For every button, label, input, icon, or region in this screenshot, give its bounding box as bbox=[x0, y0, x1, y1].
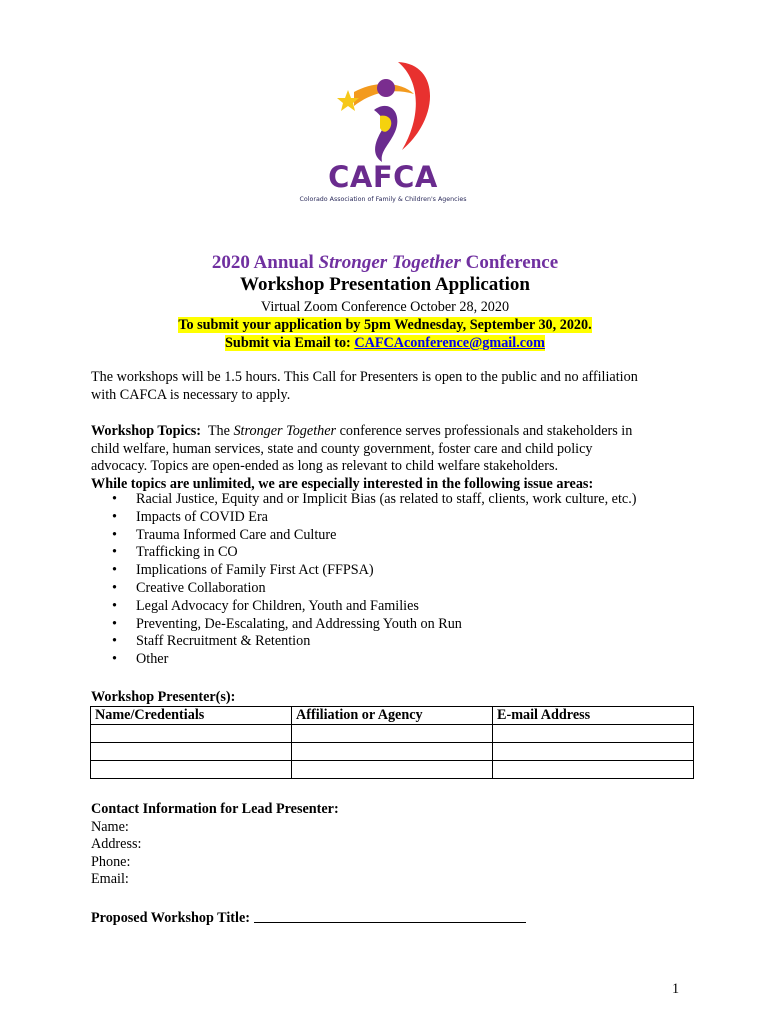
name-cell[interactable] bbox=[91, 725, 292, 743]
topics-line1-rest: conference serves professionals and stakeholders in bbox=[336, 423, 633, 439]
contact-address-field: Address: bbox=[91, 836, 142, 853]
topics-emphasis: While topics are unlimited, we are especially interested in the following issue areas: bbox=[91, 475, 594, 492]
topics-theme: Stronger Together bbox=[233, 423, 337, 439]
list-item bbox=[91, 598, 636, 616]
conference-subtitle: Virtual Zoom Conference October 28, 2020 bbox=[260, 299, 510, 315]
bullet-icon: • bbox=[112, 508, 117, 525]
topics-label: Workshop Topics: bbox=[91, 423, 201, 439]
bullet-icon: • bbox=[112, 579, 117, 596]
logo-wordmark: CAFCA bbox=[328, 160, 438, 194]
topics-paragraph bbox=[91, 423, 711, 493]
contact-email-field: Email: bbox=[91, 871, 129, 888]
contact-name-field: Name: bbox=[91, 818, 129, 835]
bullet-icon: • bbox=[112, 491, 117, 507]
intro-line-2: with CAFCA is necessary to apply. bbox=[91, 386, 291, 403]
deadline-text: To submit your application by 5pm Wednesday, September 30, 2020. bbox=[178, 317, 592, 333]
affiliation-cell[interactable] bbox=[292, 725, 493, 743]
bullet-icon: • bbox=[112, 651, 117, 668]
column-header-name: Name/Credentials bbox=[91, 707, 292, 725]
contact-phone-field: Phone: bbox=[91, 853, 131, 870]
column-header-affiliation: Affiliation or Agency bbox=[292, 707, 493, 725]
contact-section bbox=[91, 801, 691, 889]
topics-line-2: child welfare, human services, state and county government, foster care and child policy bbox=[91, 440, 593, 457]
conference-word: Conference bbox=[460, 252, 559, 273]
submit-text bbox=[225, 335, 545, 351]
bullet-icon: • bbox=[112, 526, 117, 543]
topic-label: Impacts of COVID Era bbox=[136, 508, 268, 525]
deadline-line bbox=[0, 317, 770, 335]
topic-label: Implications of Family First Act (FFPSA) bbox=[136, 562, 374, 579]
table-row bbox=[91, 725, 694, 743]
conference-title bbox=[0, 252, 770, 274]
cafca-figure-icon bbox=[290, 58, 480, 168]
email-cell[interactable] bbox=[493, 725, 694, 743]
intro-line-1: The workshops will be 1.5 hours. This Call for Presenters is open to the public and no affiliation bbox=[91, 369, 638, 385]
bullet-icon: • bbox=[112, 615, 117, 632]
table-header-row bbox=[91, 707, 694, 725]
proposed-title-row bbox=[91, 908, 691, 928]
name-cell[interactable] bbox=[91, 761, 292, 779]
bullet-icon: • bbox=[112, 597, 117, 614]
topic-label: Trafficking in CO bbox=[136, 544, 238, 561]
list-item bbox=[91, 491, 636, 509]
page-number: 1 bbox=[672, 981, 680, 997]
table-row bbox=[91, 761, 694, 779]
topics-line-1 bbox=[91, 423, 711, 441]
logo-red-swoosh bbox=[398, 62, 430, 150]
topic-label: Other bbox=[136, 651, 169, 668]
list-item bbox=[91, 580, 636, 598]
cafca-logo bbox=[290, 58, 480, 210]
presenters-label: Workshop Presenter(s): bbox=[91, 689, 236, 705]
email-cell[interactable] bbox=[493, 761, 694, 779]
list-item bbox=[91, 616, 636, 634]
conference-year: 2020 Annual bbox=[211, 252, 319, 273]
proposed-title-label: Proposed Workshop Title: bbox=[91, 910, 250, 926]
topics-line-3: advocacy. Topics are open-ended as long as relevant to child welfare stakeholders. bbox=[91, 458, 559, 475]
list-item bbox=[91, 544, 636, 562]
list-item bbox=[91, 651, 636, 669]
topic-label: Racial Justice, Equity and or Implicit Bias (as related to staff, clients, work culture, etc.) bbox=[136, 491, 637, 507]
submit-prefix: Submit via Email to: bbox=[225, 335, 355, 351]
page-title: Workshop Presentation Application bbox=[240, 274, 530, 295]
list-item bbox=[91, 527, 636, 545]
proposed-title-blank[interactable] bbox=[254, 908, 526, 923]
column-header-email: E-mail Address bbox=[493, 707, 694, 725]
name-cell[interactable] bbox=[91, 743, 292, 761]
topic-list bbox=[91, 491, 636, 669]
conference-theme: Stronger Together bbox=[318, 252, 461, 273]
table-row bbox=[91, 743, 694, 761]
topic-label: Staff Recruitment & Retention bbox=[136, 633, 311, 650]
email-cell[interactable] bbox=[493, 743, 694, 761]
submit-line bbox=[0, 335, 770, 353]
list-item bbox=[91, 509, 636, 527]
contact-label: Contact Information for Lead Presenter: bbox=[91, 801, 339, 817]
list-item bbox=[91, 562, 636, 580]
affiliation-cell[interactable] bbox=[292, 761, 493, 779]
list-item bbox=[91, 633, 636, 651]
presenters-table bbox=[90, 706, 694, 779]
bullet-icon: • bbox=[112, 562, 117, 579]
logo-head bbox=[377, 79, 395, 97]
topic-label: Trauma Informed Care and Culture bbox=[136, 526, 337, 543]
bullet-icon: • bbox=[112, 544, 117, 561]
bullet-icon: • bbox=[112, 633, 117, 650]
affiliation-cell[interactable] bbox=[292, 743, 493, 761]
intro-paragraph bbox=[91, 369, 691, 404]
logo-purple-body bbox=[374, 106, 397, 162]
topic-label: Creative Collaboration bbox=[136, 579, 266, 596]
submit-email-link[interactable]: CAFCAconference@gmail.com bbox=[354, 335, 545, 351]
topic-label: Preventing, De-Escalating, and Addressing Youth on Run bbox=[136, 615, 462, 632]
logo-subtitle: Colorado Association of Family & Children's Agencies bbox=[299, 196, 467, 203]
topics-lead: The bbox=[201, 423, 234, 439]
topic-label: Legal Advocacy for Children, Youth and Families bbox=[136, 597, 419, 614]
